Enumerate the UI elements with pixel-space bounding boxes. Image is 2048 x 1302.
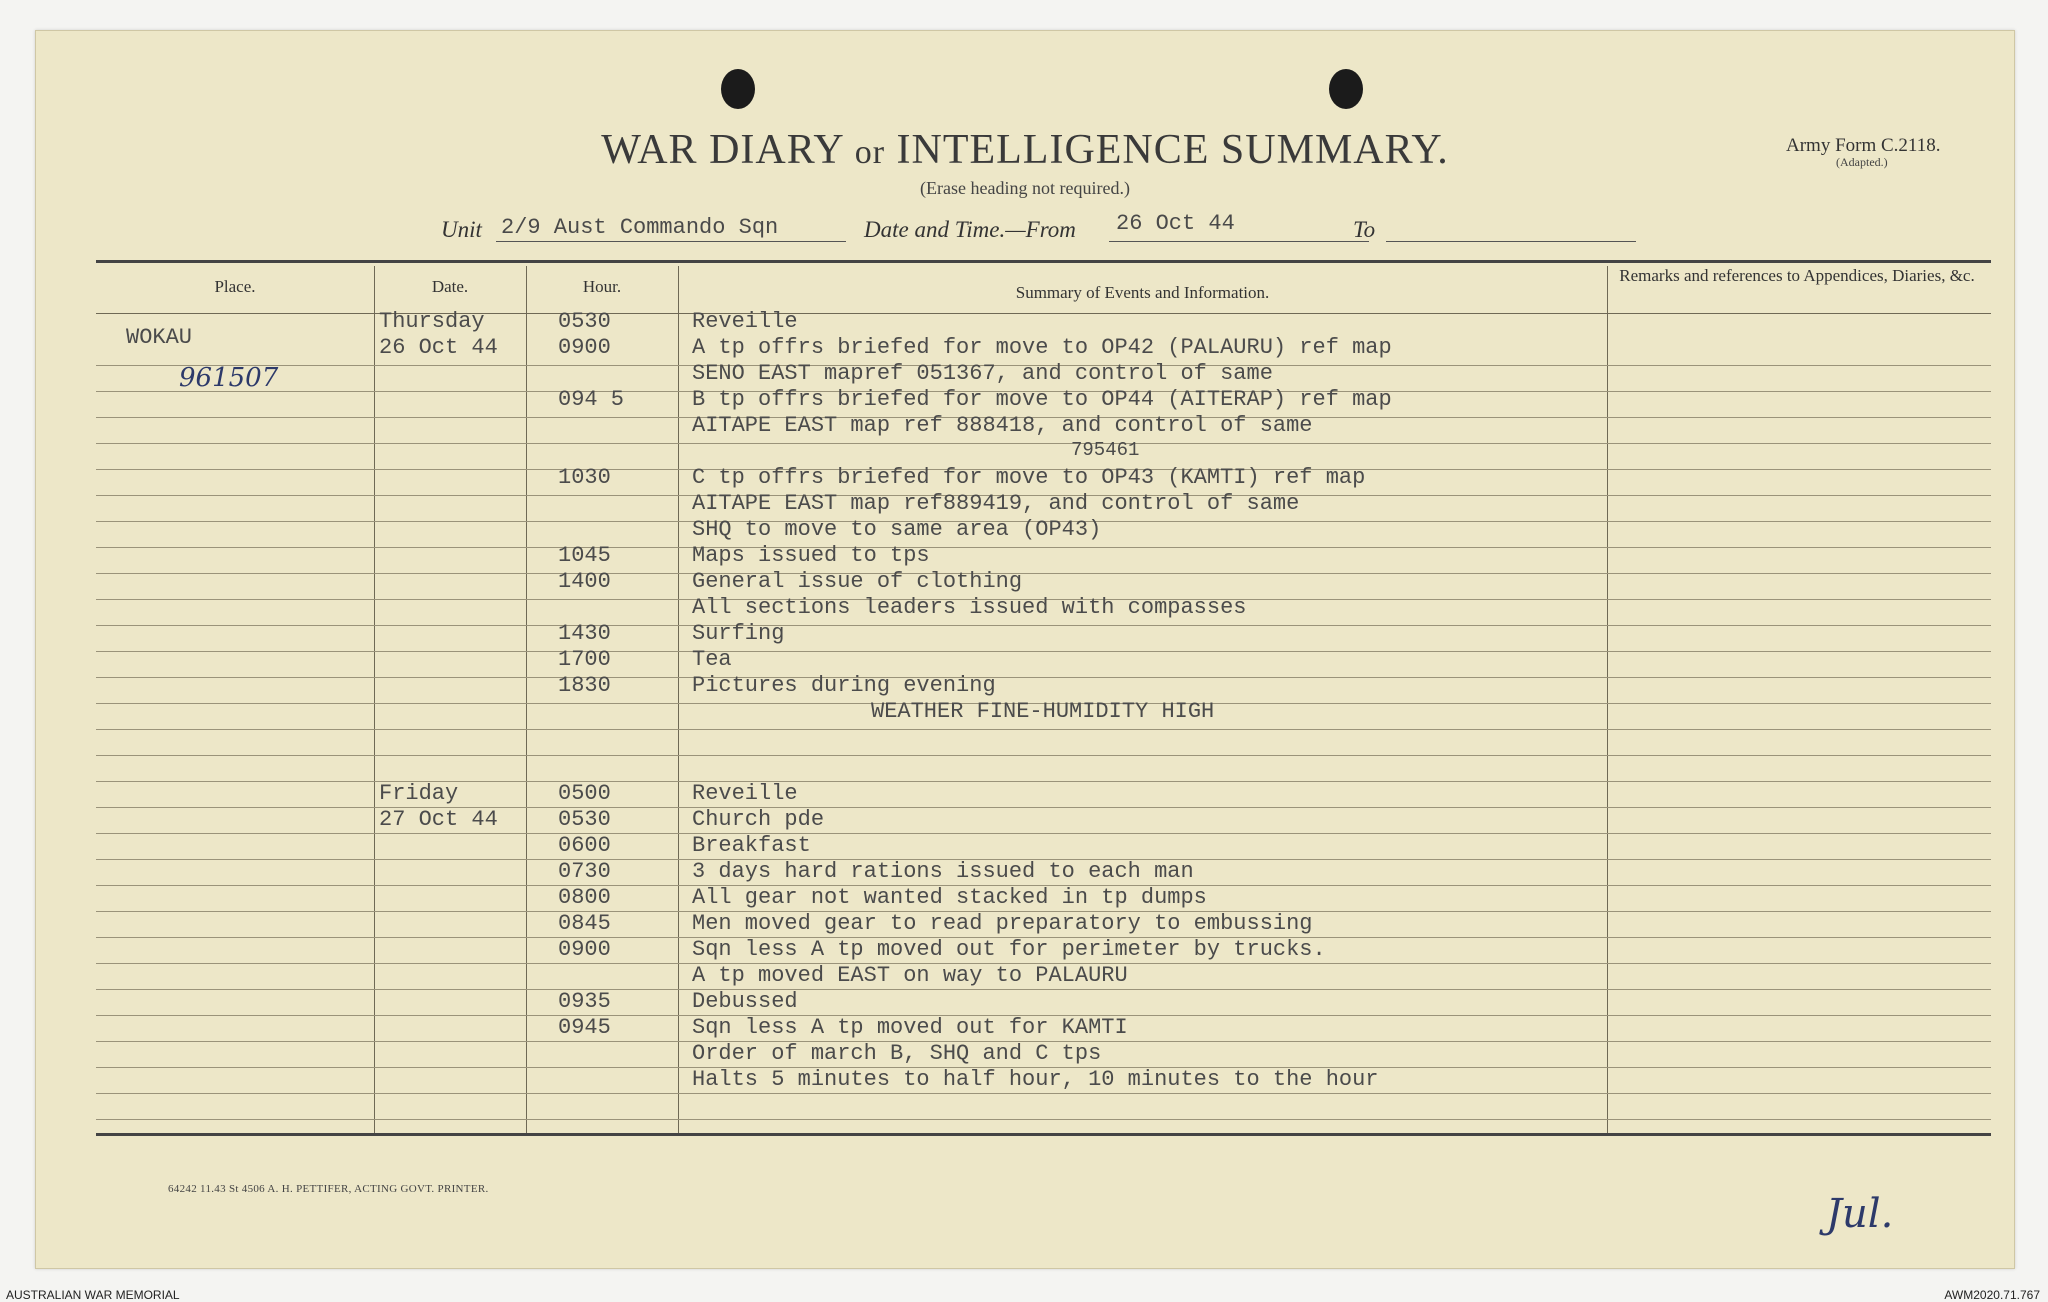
- entry-hour: 0900: [558, 335, 611, 360]
- entry-text: SHQ to move to same area (OP43): [692, 517, 1102, 542]
- entry-text: A tp offrs briefed for move to OP42 (PALAURU) ref map: [692, 335, 1392, 360]
- entry-hour: 1030: [558, 465, 611, 490]
- entry-text: All gear not wanted stacked in tp dumps: [692, 885, 1207, 910]
- date-time-label: Date and Time.—From: [864, 217, 1076, 242]
- ruled-line: [96, 547, 1991, 548]
- army-form-number: Army Form C.2118.: [1786, 135, 1941, 156]
- entry-hour: 094 5: [558, 387, 625, 412]
- entry-text: Tea: [692, 647, 732, 672]
- handwritten-initials: Jul.: [1826, 1191, 1894, 1237]
- entry-hour: 0530: [558, 309, 611, 334]
- entry-text: A tp moved EAST on way to PALAURU: [692, 963, 1128, 988]
- entry-hour: 0900: [558, 937, 611, 962]
- entry-text: C tp offrs briefed for move to OP43 (KAMTI) ref map: [692, 465, 1366, 490]
- army-form-adapted: (Adapted.): [1836, 155, 1888, 169]
- entry-text: General issue of clothing: [692, 569, 1023, 594]
- ruled-line: [96, 443, 1991, 444]
- printer-footer: 64242 11.43 St 4506 A. H. PETTIFER, ACTING GOVT. PRINTER.: [168, 1183, 489, 1195]
- entry-text: WEATHER FINE-HUMIDITY HIGH: [871, 699, 1215, 724]
- entry-hour: 0945: [558, 1015, 611, 1040]
- archive-label-left: AUSTRALIAN WAR MEMORIAL: [6, 1288, 180, 1302]
- col-header-date: Date.: [431, 277, 469, 296]
- col-header-place: Place.: [214, 277, 256, 296]
- archive-label-right: AWM2020.71.767: [1944, 1288, 2040, 1302]
- ruled-line: [96, 573, 1991, 574]
- entry-hour: 1400: [558, 569, 611, 594]
- to-label: To: [1353, 217, 1376, 242]
- entry-text: All sections leaders issued with compasses: [692, 595, 1247, 620]
- entry-hour: 0935: [558, 989, 611, 1014]
- title-war-diary: WAR DIARY: [601, 127, 844, 173]
- date-day-2: Friday: [379, 781, 459, 806]
- ruled-line: [96, 677, 1991, 678]
- ruled-line: [96, 651, 1991, 652]
- entry-text: B tp offrs briefed for move to OP44 (AITERAP) ref map: [692, 387, 1392, 412]
- unit-label: Unit: [441, 217, 482, 242]
- entry-hour: 0845: [558, 911, 611, 936]
- entry-text: Maps issued to tps: [692, 543, 930, 568]
- entry-hour: 0530: [558, 807, 611, 832]
- entry-text: Breakfast: [692, 833, 811, 858]
- entry-text: Church pde: [692, 807, 825, 832]
- entry-text: Men moved gear to read preparatory to embussing: [692, 911, 1313, 936]
- ruled-line: [96, 755, 1991, 756]
- entry-hour: 0800: [558, 885, 611, 910]
- ruled-line: [96, 729, 1991, 730]
- entry-text: Order of march B, SHQ and C tps: [692, 1041, 1102, 1066]
- ruled-line: [96, 833, 1991, 834]
- date-from-value: 26 Oct 44: [1116, 211, 1235, 236]
- entry-text: Sqn less A tp moved out for KAMTI: [692, 1015, 1128, 1040]
- entry-text: SENO EAST mapref 051367, and control of same: [692, 361, 1273, 386]
- entry-text: Halts 5 minutes to half hour, 10 minutes to the hour: [692, 1067, 1379, 1092]
- entry-hour: 1830: [558, 673, 611, 698]
- entry-text: AITAPE EAST map ref 888418, and control of same: [692, 413, 1313, 438]
- title-intelligence-summary: INTELLIGENCE SUMMARY.: [896, 127, 1449, 173]
- place-name: WOKAU: [126, 325, 193, 350]
- date-day-1: Thursday: [379, 309, 485, 334]
- ruled-line: [96, 1093, 1991, 1094]
- punch-hole-right: [1329, 69, 1363, 109]
- entry-text: 795461: [1071, 439, 1140, 461]
- entry-hour: 1045: [558, 543, 611, 568]
- entry-hour: 0730: [558, 859, 611, 884]
- unit-value: 2/9 Aust Commando Sqn: [501, 215, 779, 240]
- title-or: or: [854, 134, 886, 171]
- punch-hole-left: [721, 69, 755, 109]
- entry-text: Sqn less A tp moved out for perimeter by trucks.: [692, 937, 1326, 962]
- entry-text: Debussed: [692, 989, 798, 1014]
- entry-text: Surfing: [692, 621, 785, 646]
- page-title: [36, 126, 2014, 174]
- entry-hour: 1430: [558, 621, 611, 646]
- place-map-ref: 961507: [179, 363, 279, 393]
- entry-hour: 0500: [558, 781, 611, 806]
- col-header-hour: Hour.: [582, 277, 622, 296]
- ruled-line: [96, 989, 1991, 990]
- entry-hour: 0600: [558, 833, 611, 858]
- entry-text: Pictures during evening: [692, 673, 996, 698]
- diary-sheet: [35, 30, 2015, 1269]
- entry-text: 3 days hard rations issued to each man: [692, 859, 1194, 884]
- date-date-1: 26 Oct 44: [379, 335, 498, 360]
- page-subtitle: (Erase heading not required.): [920, 178, 1130, 198]
- ruled-line: [96, 1119, 1991, 1120]
- entry-text: Reveille: [692, 781, 798, 806]
- date-date-2: 27 Oct 44: [379, 807, 498, 832]
- entry-hour: 1700: [558, 647, 611, 672]
- entry-text: AITAPE EAST map ref889419, and control of same: [692, 491, 1300, 516]
- col-header-summary: Summary of Events and Information.: [1015, 283, 1270, 302]
- entry-text: Reveille: [692, 309, 798, 334]
- ruled-line: [96, 625, 1991, 626]
- col-header-remarks: Remarks and references to Appendices, Diaries, &c.: [1619, 266, 1975, 285]
